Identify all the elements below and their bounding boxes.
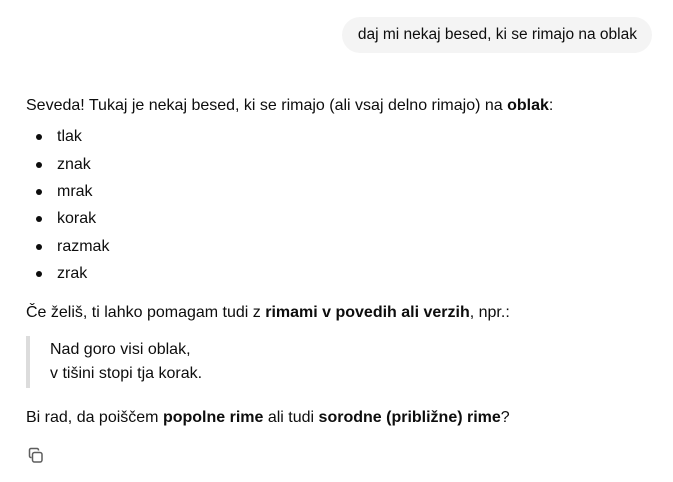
rhyme-word: znak (57, 156, 91, 173)
bullet (36, 162, 42, 168)
rhyme-word: tlak (57, 128, 82, 145)
list-item (26, 182, 93, 202)
assistant-question: Bi rad, da poiščem popolne rime ali tudi sorodne (približne) rime? (26, 409, 510, 426)
copy-button[interactable] (24, 444, 48, 468)
list-item (26, 155, 91, 175)
list-item (26, 237, 109, 257)
highlight-word: oblak (507, 97, 549, 114)
rhyme-word: mrak (57, 183, 93, 200)
list-item (26, 127, 82, 147)
bullet (36, 216, 42, 222)
list-item (26, 209, 96, 229)
assistant-follow-up: Če želiš, ti lahko pomagam tudi z rimami v povedih ali verzih, npr.: (26, 304, 510, 321)
blockquote (26, 336, 202, 388)
user-message-bubble (342, 17, 652, 53)
assistant-intro: Seveda! Tukaj je nekaj besed, ki se rimajo (ali vsaj delno rimajo) na oblak: (26, 97, 554, 114)
copy-icon (27, 447, 45, 465)
user-message-text: daj mi nekaj besed, ki se rimajo na oblak (357, 26, 637, 43)
bullet (36, 189, 42, 195)
rhyme-word: korak (57, 210, 97, 227)
bullet (36, 271, 42, 277)
list-item (26, 264, 87, 284)
bullet (36, 134, 42, 140)
quote-line: v tišini stopi tja korak. (50, 365, 203, 382)
bullet (36, 244, 42, 250)
rhyme-word: zrak (57, 265, 88, 282)
rhyme-word: razmak (57, 238, 110, 255)
quote-line: Nad goro visi oblak, (50, 341, 191, 358)
